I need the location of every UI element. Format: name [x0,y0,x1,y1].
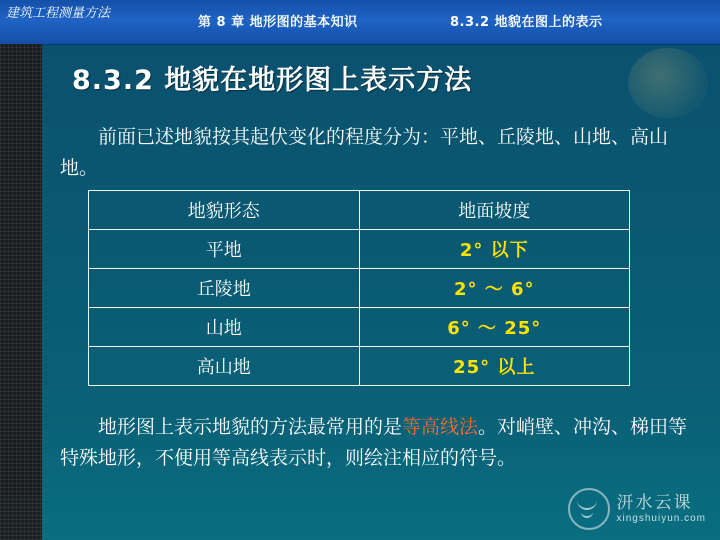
outro-text-part2: 。对峭壁、冲沟、梯田等特殊地形，不便用等高线表示时，则绘注相应的符号。 [60,416,688,469]
outro-paragraph [60,412,690,474]
column-header-slope: 地面坡度 [359,191,630,230]
cell-slope: 2° ～ 6° [359,269,630,308]
decorative-glow [628,48,708,118]
cell-slope: 6° ～ 25° [359,308,630,347]
table-row [89,269,630,308]
brand-watermark [568,488,706,530]
header-band [0,0,720,45]
header-section: 8.3.2 地貌在图上的表示 [450,15,603,30]
cell-slope: 2° 以下 [359,230,630,269]
brand-name-cn: 汧水云课 [616,493,693,514]
cell-landform: 丘陵地 [89,269,360,308]
table-header-row [89,191,630,230]
cell-slope: 25° 以上 [359,347,630,386]
header-chapter: 第 8 章 地形图的基本知识 [198,15,358,30]
left-texture-strip [0,44,42,540]
brand-text-block [617,494,706,524]
table-row [89,308,630,347]
table-row [89,230,630,269]
page-title: 8.3.2 地貌在地形图上表示方法 [72,65,473,96]
intro-paragraph: 前面已述地貌按其起伏变化的程度分为：平地、丘陵地、山地、高山地。 [60,126,669,179]
outro-highlight-term: 等高线法 [402,416,479,438]
table-row [89,347,630,386]
cell-landform: 高山地 [89,347,360,386]
column-header-landform: 地貌形态 [89,191,360,230]
course-title: 建筑工程测量方法 [6,6,111,21]
landform-slope-table [88,190,630,386]
brand-name-en: xingshuiyun.com [616,512,706,524]
water-wave-icon [568,488,610,530]
outro-text-part1: 地形图上表示地貌的方法最常用的是 [98,416,403,438]
cell-landform: 山地 [89,308,360,347]
cell-landform: 平地 [89,230,360,269]
